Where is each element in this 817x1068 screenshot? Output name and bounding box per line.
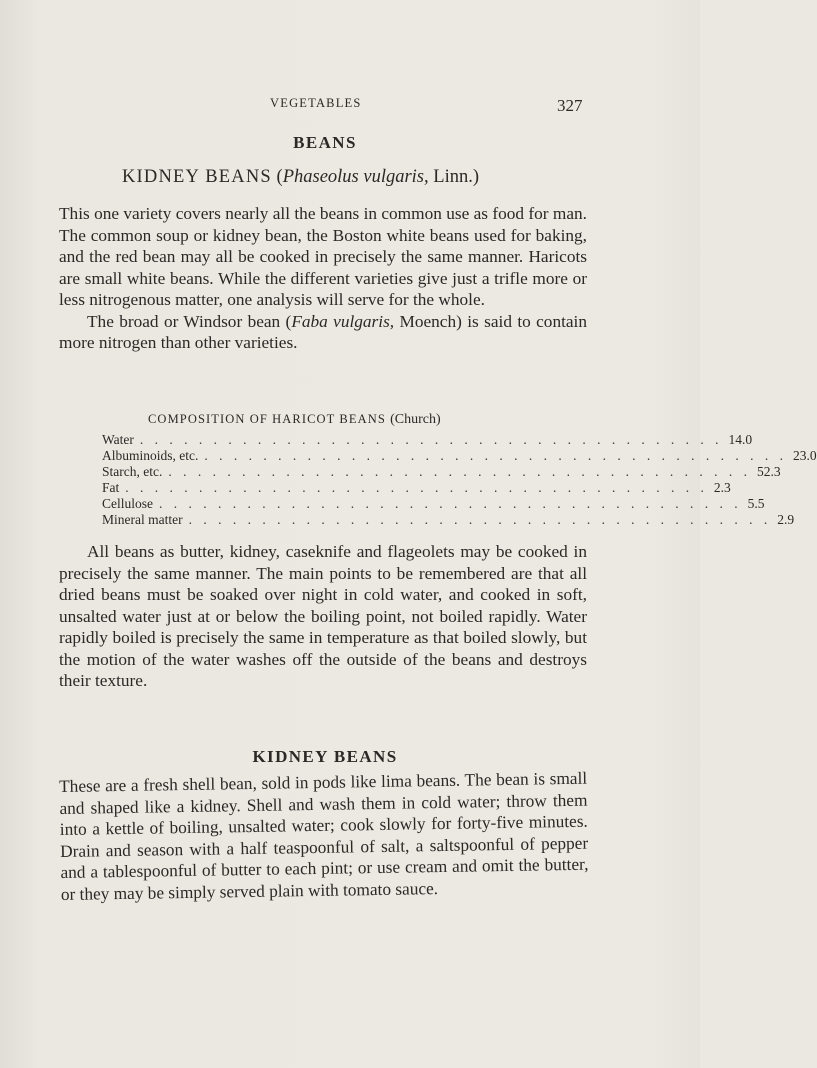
table-row [102,496,765,512]
leader-dots: . . . . . . . . . . . . . . . . . . . . . . . . . . . . . . . . . . . . . . . . [204,448,787,463]
subsection-title-authority: Linn.) [428,167,479,187]
intro-paragraph-2-end: Moench) is said to contain more nitrogen than other varieties. [59,311,587,352]
row-label: Albuminoids, etc. [102,448,199,463]
row-value: 23.0 [793,448,817,463]
row-value: 2.3 [713,480,731,495]
row-label: Starch, etc. [102,464,163,479]
intro-paragraph-1: This one variety covers nearly all the beans in common use as food for man. The common soup or kidney bean, the Boston white beans used for baking, and the red bean may all be cooked in precisely the same manner. Haricots are small white beans. While the different varieties give just a trifle more or less nitrogenous matter, one analysis will serve for the whole. [59,204,587,309]
section-title: BEANS [293,133,357,152]
leader-dots: . . . . . . . . . . . . . . . . . . . . . . . . . . . . . . . . . . . . . . . . [139,432,723,447]
row-label: Fat [102,480,120,495]
kidney-beans-text [59,768,589,905]
intro-paragraph-2-start: The broad or Windsor bean ( [87,311,292,331]
intro-paragraph-2 [59,311,587,354]
row-label: Mineral matter [102,512,183,527]
composition-title [148,412,441,428]
leader-dots: . . . . . . . . . . . . . . . . . . . . . . . . . . . . . . . . . . . . . . . . [168,464,751,479]
running-head: VEGETABLES [270,96,362,110]
row-label: Cellulose [102,496,153,511]
intro-text [59,203,587,354]
subsection-title-latin: Phaseolus vulgaris, [282,167,429,187]
composition-table [102,432,817,528]
row-label: Water [102,432,134,447]
row-value: 2.9 [777,512,795,527]
cooking-paragraph: All beans as butter, kidney, caseknife and flageolets may be cooked in precisely the same manner. The main points to be remembered are that all dried beans must be soaked over night in cold water, and cooked in soft, unsalted water just at or below the boiling point, not boiled rapidly. Water rapidly boiled is precisely the same in temperature as that boiled slowly, but the motion of the water washes off the outside of the beans and destroys their texture. [59,542,587,690]
table-row [102,432,753,448]
subsection-title-open: ( [271,167,283,187]
intro-paragraph-2-latin: Faba vulgaris, [291,311,395,331]
table-row [102,464,781,480]
page-number: 327 [557,96,583,115]
leader-dots: . . . . . . . . . . . . . . . . . . . . . . . . . . . . . . . . . . . . . . . . [125,480,708,495]
table-row [102,448,817,464]
leader-dots: . . . . . . . . . . . . . . . . . . . . . . . . . . . . . . . . . . . . . . . . [188,512,772,527]
kidney-beans-title: KIDNEY BEANS [252,747,398,766]
row-value: 14.0 [728,432,753,447]
subsection-title [122,167,479,188]
table-row [102,480,731,496]
subsection-title-caps: KIDNEY BEANS [122,167,272,187]
composition-title-text: COMPOSITION OF HARICOT BEANS [148,412,386,426]
cooking-text [59,541,587,692]
row-value: 5.5 [747,496,765,511]
leader-dots: . . . . . . . . . . . . . . . . . . . . . . . . . . . . . . . . . . . . . . . . [159,496,742,511]
kidney-beans-paragraph: These are a fresh shell bean, sold in pods like lima beans. The bean is small and shaped like a kidney. Shell and wash them in cold water; throw them into a kettle of boiling, unsalted water; cook slowly for forty-five minutes. Drain and season with a half teaspoonful of salt, a saltspoonful of pepper and a tablespoonful of butter to each pint; or use cream and omit the butter, or they may be simply served plain with tomato sauce. [59,768,589,904]
composition-source: (Church) [390,412,441,427]
row-value: 52.3 [756,464,781,479]
table-row [102,512,795,528]
